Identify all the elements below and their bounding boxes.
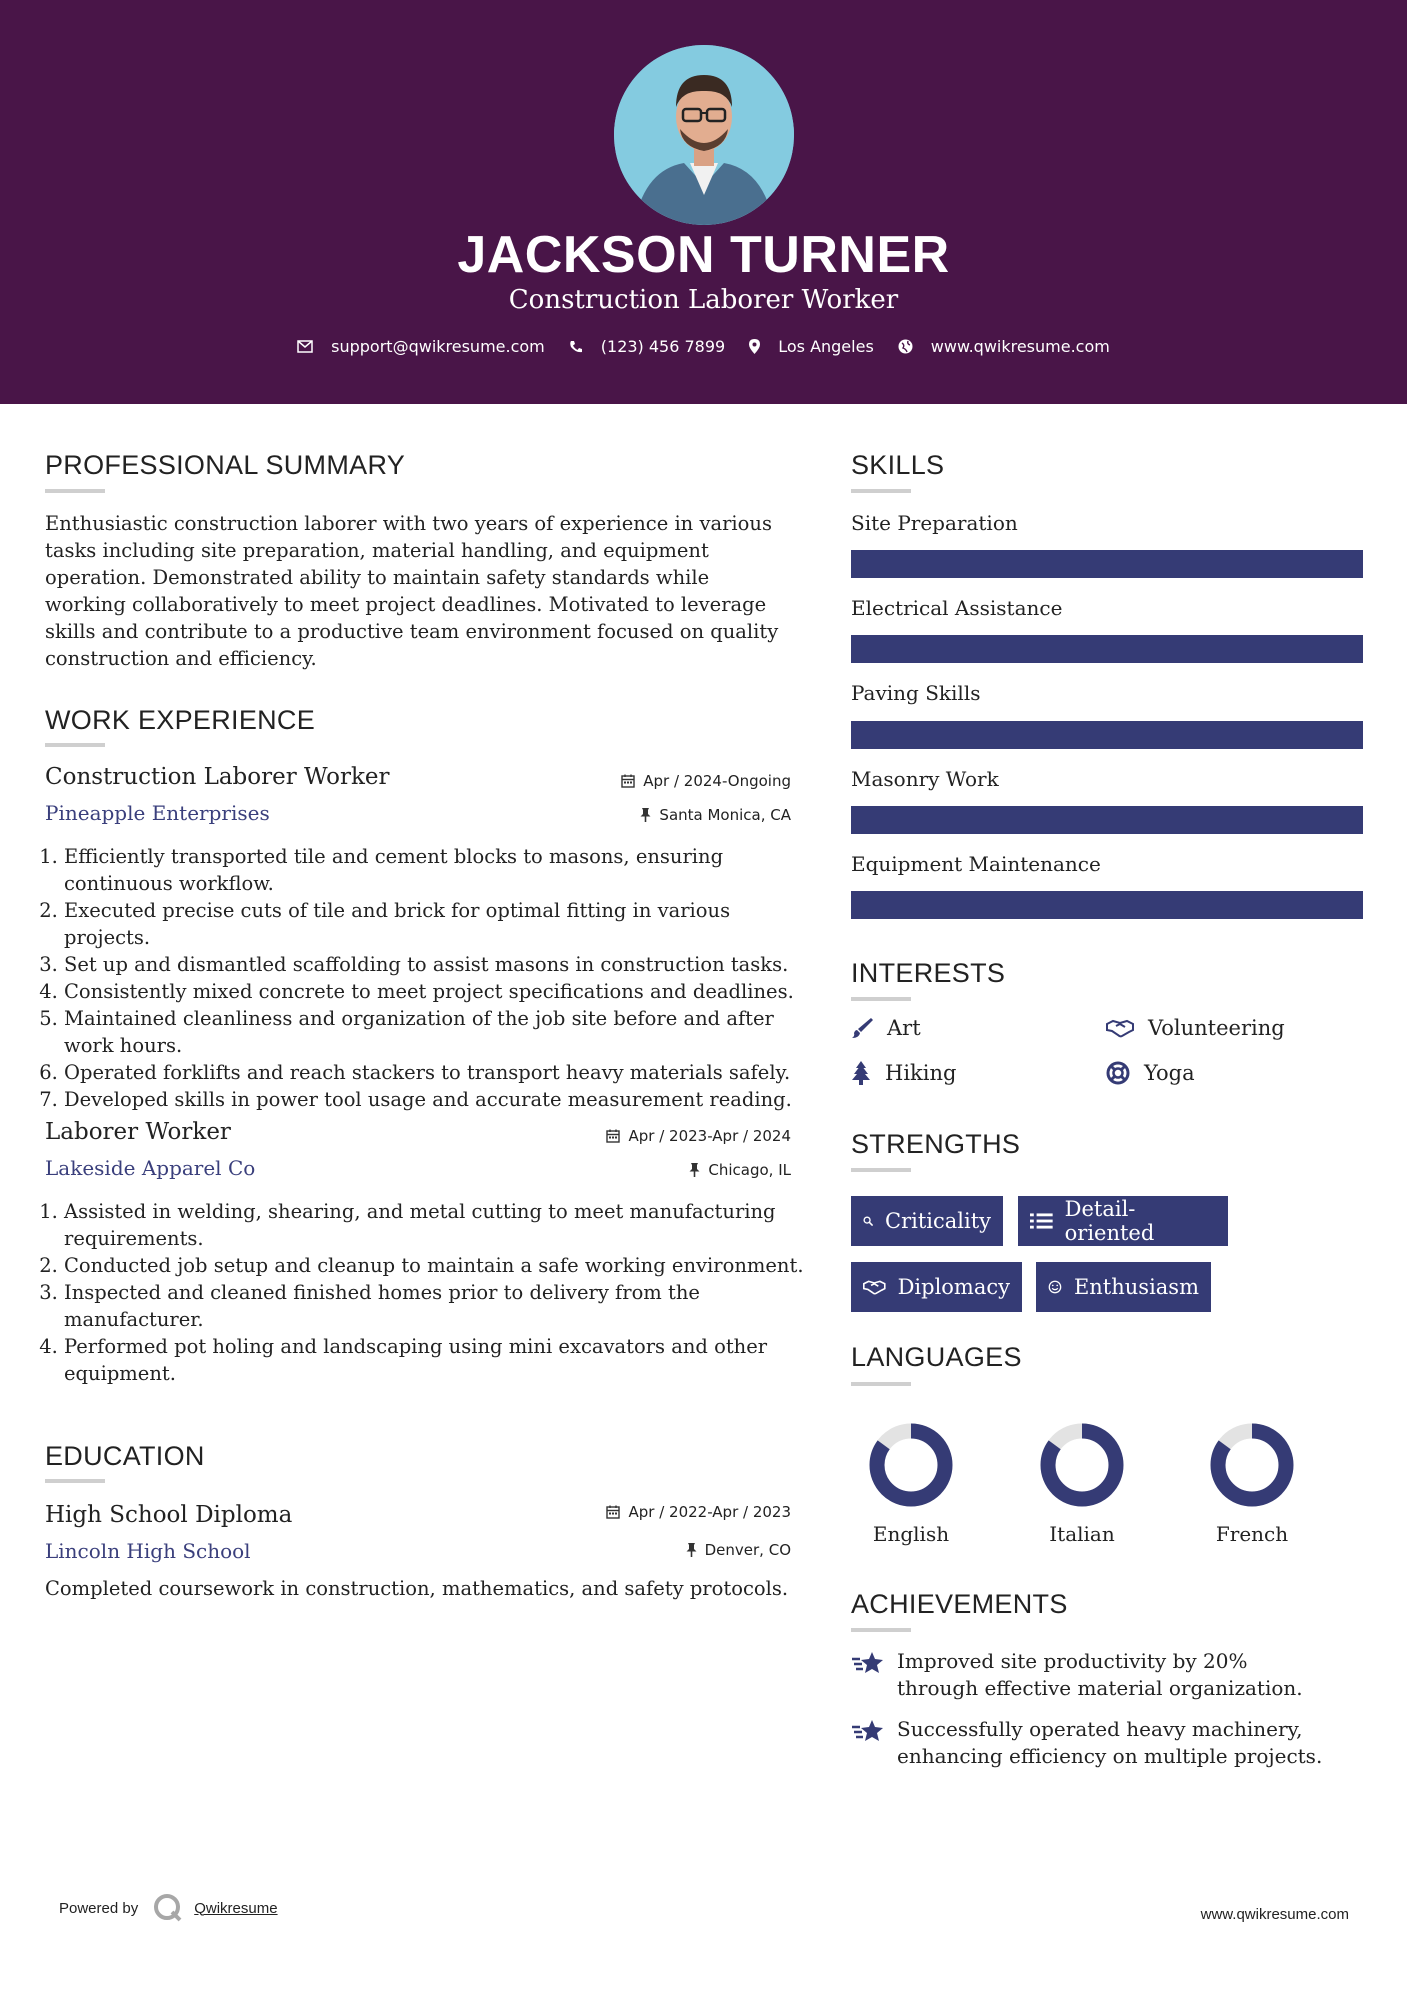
skill-name: Equipment Maintenance bbox=[851, 852, 1101, 876]
company-name: Pineapple Enterprises bbox=[45, 801, 270, 825]
languages-heading: LANGUAGES bbox=[851, 1342, 1022, 1372]
education-dates-text: Apr / 2022-Apr / 2023 bbox=[628, 1503, 791, 1521]
language-item bbox=[1192, 1420, 1312, 1546]
list-item: 7. Developed skills in power tool usage and accurate measurement reading. bbox=[64, 1086, 805, 1113]
section-divider bbox=[45, 1479, 105, 1483]
website-text: www.qwikresume.com bbox=[930, 337, 1110, 356]
section-divider bbox=[851, 489, 911, 493]
skill-level-bar bbox=[851, 550, 1363, 578]
list-item: 3. Set up and dismantled scaffolding to assist masons in construction tasks. bbox=[64, 951, 805, 978]
language-level-ring bbox=[1207, 1420, 1297, 1510]
skill-level-bar bbox=[851, 806, 1363, 834]
handshake-icon bbox=[1106, 1018, 1134, 1038]
interest-item bbox=[851, 1061, 956, 1085]
education-heading: EDUCATION bbox=[45, 1441, 205, 1471]
job-dates-text: Apr / 2023-Apr / 2024 bbox=[628, 1127, 791, 1145]
section-divider bbox=[45, 743, 105, 747]
section-divider bbox=[851, 1168, 911, 1172]
summary-heading: PROFESSIONAL SUMMARY bbox=[45, 450, 406, 480]
language-level-ring bbox=[1037, 1420, 1127, 1510]
skill-level-bar bbox=[851, 891, 1363, 919]
lifering-icon bbox=[1106, 1061, 1130, 1085]
footer-url[interactable]: www.qwikresume.com bbox=[1200, 1906, 1349, 1923]
footer-branding bbox=[59, 1892, 278, 1924]
strength-badge bbox=[1036, 1262, 1211, 1312]
job-location-text: Chicago, IL bbox=[708, 1161, 791, 1179]
contact-email[interactable] bbox=[297, 337, 545, 356]
interests-heading: INTERESTS bbox=[851, 958, 1006, 988]
language-item bbox=[851, 1420, 971, 1546]
list-item: 1. Efficiently transported tile and cement blocks to masons, ensuring continuous workflow. bbox=[64, 843, 805, 897]
resume-header bbox=[0, 0, 1407, 404]
strength-badge bbox=[1018, 1196, 1228, 1246]
envelope-icon bbox=[297, 340, 313, 353]
job-location bbox=[560, 806, 791, 824]
achievement-item bbox=[851, 1648, 1331, 1702]
skill-name: Electrical Assistance bbox=[851, 596, 1063, 620]
profile-photo bbox=[614, 45, 794, 225]
shooting-star-icon bbox=[851, 1650, 885, 1676]
interest-item bbox=[1106, 1016, 1285, 1040]
candidate-name: JACKSON TURNER bbox=[457, 226, 950, 284]
strength-label: Detail-oriented bbox=[1064, 1197, 1155, 1245]
education-description: Completed coursework in construction, mathematics, and safety protocols. bbox=[45, 1577, 789, 1600]
email-text: support@qwikresume.com bbox=[331, 337, 545, 356]
strengths-heading: STRENGTHS bbox=[851, 1129, 1021, 1159]
pushpin-icon bbox=[640, 808, 651, 822]
list-item: 2. Executed precise cuts of tile and brick for optimal fitting in various projects. bbox=[64, 897, 805, 951]
pushpin-icon bbox=[686, 1543, 697, 1557]
achievement-text: Successfully operated heavy machinery, enhancing efficiency on multiple projects. bbox=[897, 1717, 1323, 1768]
section-divider bbox=[851, 1382, 911, 1386]
skill-level-bar bbox=[851, 721, 1363, 749]
list-item: 5. Maintained cleanliness and organization of the job site before and after work hours. bbox=[64, 1005, 805, 1059]
interest-label: Yoga bbox=[1144, 1061, 1195, 1085]
interest-item bbox=[851, 1016, 921, 1040]
strength-label: Criticality bbox=[885, 1209, 991, 1233]
shooting-star-icon bbox=[851, 1718, 885, 1744]
phone-icon bbox=[569, 340, 583, 354]
list-item: 4. Performed pot holing and landscaping using mini excavators and other equipment. bbox=[64, 1333, 805, 1387]
location-text: Los Angeles bbox=[778, 337, 874, 356]
skill-name: Masonry Work bbox=[851, 767, 999, 791]
handshake-icon bbox=[863, 1276, 886, 1298]
calendar-icon bbox=[621, 774, 635, 788]
contact-phone[interactable] bbox=[569, 337, 725, 356]
strength-badge bbox=[851, 1196, 1003, 1246]
job-dates bbox=[560, 772, 791, 790]
achievement-text: Improved site productivity by 20% through effective material organization. bbox=[897, 1649, 1303, 1700]
skill-name: Paving Skills bbox=[851, 681, 981, 705]
interest-label: Art bbox=[887, 1016, 921, 1040]
job-title: Construction Laborer Worker bbox=[45, 764, 390, 790]
strength-label: Diplomacy bbox=[897, 1275, 1010, 1299]
interest-label: Hiking bbox=[885, 1061, 957, 1085]
globe-icon bbox=[898, 339, 913, 354]
education-location-text: Denver, CO bbox=[704, 1541, 791, 1559]
strength-badge bbox=[851, 1262, 1022, 1312]
skills-heading: SKILLS bbox=[851, 450, 945, 480]
phone-text: (123) 456 7899 bbox=[600, 337, 726, 356]
list-item: 6. Operated forklifts and reach stackers to transport heavy materials safely. bbox=[64, 1059, 805, 1086]
achievements-heading: ACHIEVEMENTS bbox=[851, 1589, 1068, 1619]
calendar-icon bbox=[606, 1505, 620, 1519]
degree-title: High School Diploma bbox=[45, 1502, 293, 1528]
list-item: 2. Conducted job setup and cleanup to maintain a safe working environment. bbox=[64, 1252, 805, 1279]
contact-bar bbox=[0, 337, 1407, 356]
interest-item bbox=[1106, 1061, 1195, 1085]
brand-link[interactable]: Qwikresume bbox=[194, 1899, 278, 1917]
skill-level-bar bbox=[851, 635, 1363, 663]
education-location bbox=[560, 1541, 791, 1559]
education-dates bbox=[540, 1503, 791, 1521]
interest-label: Volunteering bbox=[1148, 1016, 1285, 1040]
language-item bbox=[1022, 1420, 1142, 1546]
job-duties-list bbox=[45, 1198, 805, 1387]
paintbrush-icon bbox=[851, 1017, 873, 1039]
job-location-text: Santa Monica, CA bbox=[659, 806, 791, 824]
company-name: Lakeside Apparel Co bbox=[45, 1156, 256, 1180]
achievement-item bbox=[851, 1716, 1331, 1770]
calendar-icon bbox=[606, 1129, 620, 1143]
section-divider bbox=[851, 1628, 911, 1632]
skill-name: Site Preparation bbox=[851, 511, 1018, 535]
tree-icon bbox=[851, 1061, 871, 1085]
list-item: 4. Consistently mixed concrete to meet project specifications and deadlines. bbox=[64, 978, 805, 1005]
candidate-title: Construction Laborer Worker bbox=[508, 285, 899, 315]
pushpin-icon bbox=[689, 1163, 700, 1177]
map-pin-icon bbox=[749, 339, 760, 354]
job-title: Laborer Worker bbox=[45, 1119, 231, 1145]
language-name: English bbox=[872, 1522, 950, 1546]
list-item: 1. Assisted in welding, shearing, and metal cutting to meet manufacturing requirements. bbox=[64, 1198, 805, 1252]
school-name: Lincoln High School bbox=[45, 1539, 251, 1563]
language-name: French bbox=[1215, 1522, 1289, 1546]
language-name: Italian bbox=[1049, 1522, 1115, 1546]
section-divider bbox=[45, 489, 105, 493]
experience-heading: WORK EXPERIENCE bbox=[45, 705, 316, 735]
list-icon bbox=[1030, 1211, 1053, 1231]
summary-text: Enthusiastic construction laborer with two years of experience in various tasks including site preparation, material handling, and equipment operation. Demonstrated ability to maintain safety standards while working collaboratively to meet project deadlines. Motivated to leverage skills and contribute to a productive team environment focused on quality construction and efficiency. bbox=[45, 512, 779, 670]
job-duties-list bbox=[45, 843, 805, 1113]
qwikresume-logo-icon bbox=[152, 1892, 184, 1924]
job-dates bbox=[540, 1127, 791, 1145]
person-avatar-icon bbox=[614, 45, 794, 225]
contact-location bbox=[749, 337, 874, 356]
list-item: 3. Inspected and cleaned finished homes prior to delivery from the manufacturer. bbox=[64, 1279, 805, 1333]
smile-icon bbox=[1048, 1276, 1062, 1298]
contact-website[interactable] bbox=[898, 337, 1110, 356]
job-location bbox=[560, 1161, 791, 1179]
powered-by-text: Powered by bbox=[59, 1899, 139, 1917]
section-divider bbox=[851, 997, 911, 1001]
job-dates-text: Apr / 2024-Ongoing bbox=[643, 772, 791, 790]
language-level-ring bbox=[866, 1420, 956, 1510]
search-icon bbox=[863, 1210, 873, 1232]
strength-label: Enthusiasm bbox=[1073, 1275, 1199, 1299]
